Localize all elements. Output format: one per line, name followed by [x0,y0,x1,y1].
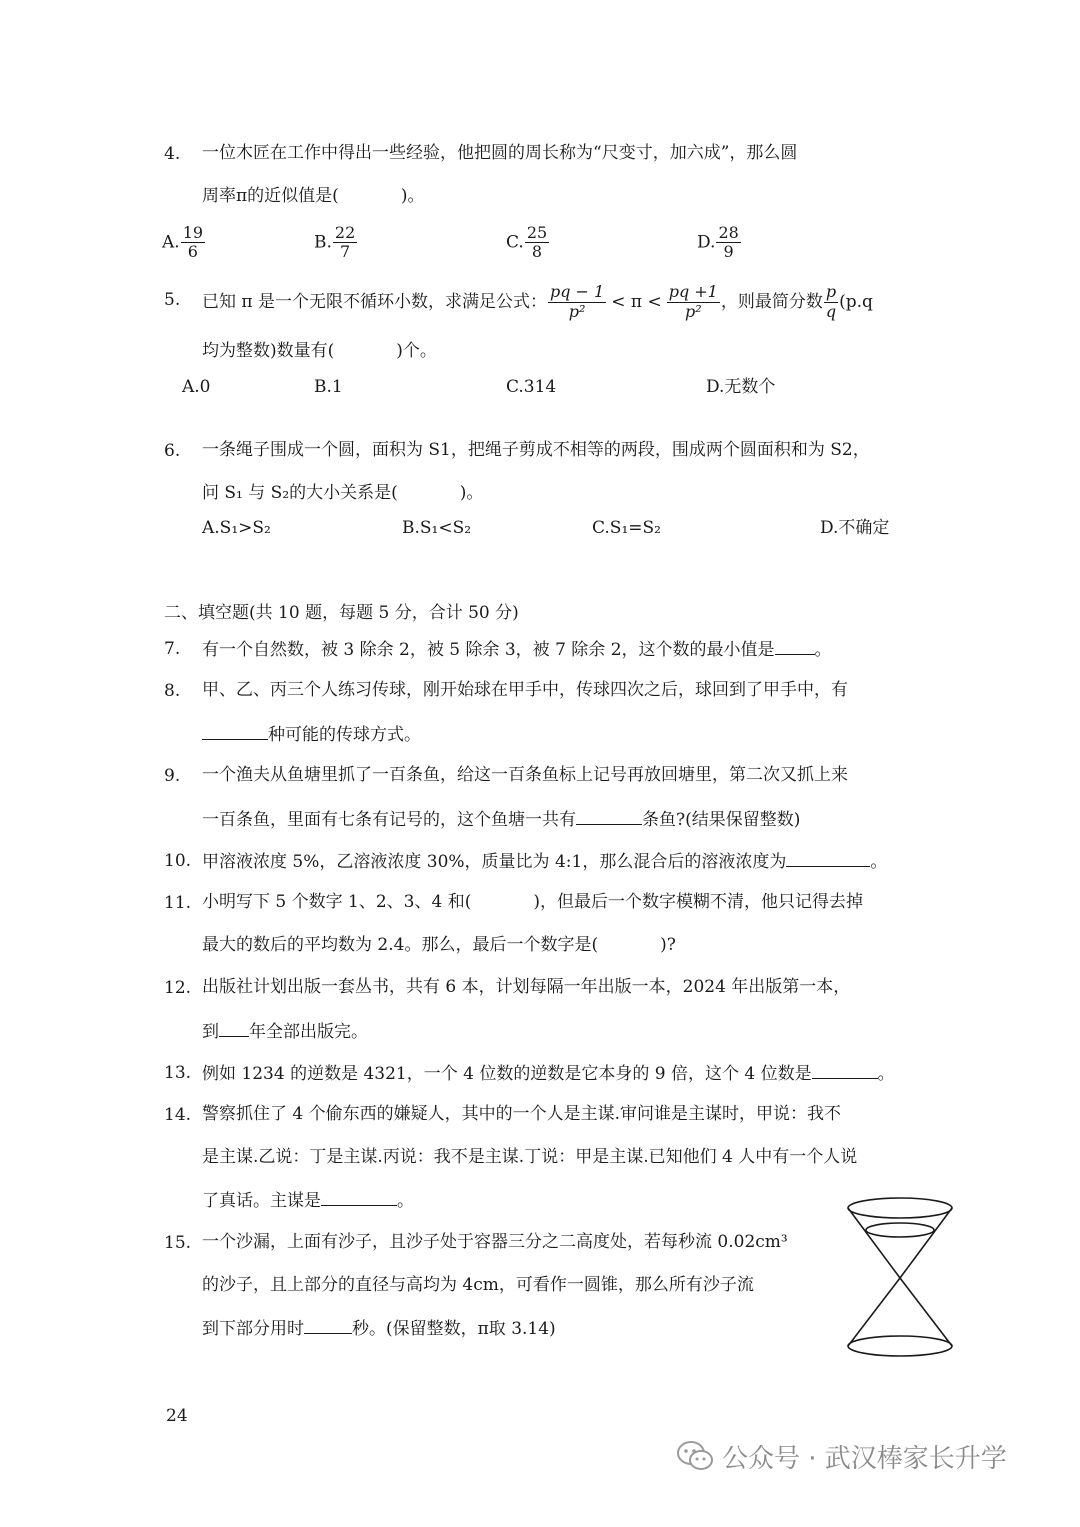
fraction-denominator: p² [568,301,586,321]
q5-line1-suffix: (p.q [839,291,873,312]
q15-line3-suffix: 秒。(保留整数，π取 3.14) [352,1319,556,1339]
q4-line2 [202,188,424,205]
q15-line3 [202,1319,556,1338]
q14-number: 14. [164,1105,192,1125]
q8-line1: 甲、乙、丙三个人练习传球，刚开始球在甲手中，传球四次之后，球回到了甲手中，有 [202,680,848,700]
q10-number: 10. [164,851,192,871]
q11-number: 11. [164,893,192,913]
q14-line3 [202,1191,414,1210]
q4-option-d[interactable] [697,224,742,262]
q11-line1 [202,894,863,911]
q13-text: 例如 1234 的逆数是 4321，一个 4 位数的逆数是它本身的 9 倍，这个 4 位数是 [202,1064,812,1084]
q7-text: 有一个自然数，被 3 除余 2，被 5 除余 3，被 7 除余 2，这个数的最小值是 [202,640,775,660]
q5-inequality: < π < [611,291,662,312]
watermark-text: 公众号 · 武汉棒家长升学 [722,1443,1007,1474]
q14-line1: 警察抓住了 4 个偷东西的嫌疑人，其中的一个人是主谋.审问谁是主谋时，甲说：我不 [202,1104,842,1124]
page-number: 24 [166,1406,188,1426]
option-fraction [181,224,205,262]
q10-text: 甲溶液浓度 5%，乙溶液浓度 30%，质量比为 4:1，那么混合后的溶液浓度为 [202,852,787,872]
fraction-denominator: 8 [531,242,543,262]
q6-option-d[interactable]: D.不确定 [820,518,890,538]
q5-number: 5. [164,290,181,310]
q4-option-a[interactable] [162,224,206,262]
q6-option-a[interactable]: A.S₁>S₂ [202,518,271,538]
q5-fraction-left [548,283,606,321]
q4-option-c[interactable] [506,224,550,262]
option-fraction [333,224,357,262]
q4-line2-prefix: 周率π的近似值是( [202,186,339,206]
q6-option-b[interactable]: B.S₁<S₂ [402,518,472,538]
q5-option-a[interactable]: A.0 [182,377,211,397]
q13-line [202,1064,895,1083]
q11-line2 [202,937,676,954]
q14-line2: 是主谋.乙说：丁是主谋.丙说：我不是主谋.丁说：甲是主谋.已知他们 4 人中有一个人说 [202,1147,858,1167]
fraction-numerator: 28 [718,223,739,242]
q11-line2-prefix: 最大的数后的平均数为 2.4。那么，最后一个数字是( [202,935,599,955]
q5-option-c[interactable]: C.314 [506,377,557,397]
q15-line1: 一个沙漏，上面有沙子，且沙子处于容器三分之二高度处，若每秒流 0.02cm³ [202,1232,788,1252]
fraction-numerator: 19 [182,223,204,242]
q4-line1: 一位木匠在工作中得出一些经验，他把圆的周长称为“尺变寸，加六成”，那么圆 [202,143,798,163]
q6-line2-suffix: )。 [459,483,484,503]
q12-number: 12. [164,978,192,998]
q15-number: 15. [164,1233,192,1253]
q5-line2-suffix: )个。 [396,341,437,361]
q5-fraction-right [667,283,720,321]
option-letter: A. [162,232,180,253]
q10-blank[interactable] [786,852,870,867]
fraction-numerator: p [825,282,837,302]
q9-line2 [202,810,800,829]
q6-line2-prefix: 问 S₁ 与 S₂的大小关系是( [202,483,398,503]
q12-blank[interactable] [219,1022,249,1037]
q12-line2 [202,1022,368,1041]
q7-end: 。 [814,640,832,660]
fraction-denominator: 6 [187,242,198,262]
option-letter: B. [314,232,332,253]
q4-option-b[interactable] [314,224,358,262]
q13-end: 。 [877,1064,895,1084]
q14-end: 。 [397,1191,414,1211]
q15-line3-prefix: 到下部分用时 [202,1319,304,1339]
q5-line2-prefix: 均为整数)数量有( [202,341,335,361]
q8-line2 [202,725,421,744]
q5-fraction-pq [824,283,838,321]
q7-line [202,640,832,659]
q12-line1: 出版社计划出版一套丛书，共有 6 本，计划每隔一年出版一本，2024 年出版第一本， [202,977,851,997]
fraction-denominator: q [825,301,837,321]
q11-line1-suffix: )，但最后一个数字模糊不清，他只记得去掉 [533,892,863,912]
wechat-watermark [676,1436,1007,1476]
fraction-numerator: 25 [526,223,548,242]
q6-number: 6. [164,441,181,461]
option-letter: C. [506,232,524,253]
q13-number: 13. [164,1063,192,1083]
q7-blank[interactable] [775,640,815,655]
q10-line [202,852,887,871]
q13-blank[interactable] [812,1064,878,1079]
fraction-numerator: pq − 1 [549,282,605,302]
q4-line2-suffix: )。 [400,186,425,206]
wechat-icon [676,1440,714,1472]
q8-blank[interactable] [202,725,268,740]
q9-number: 9. [164,766,181,786]
q5-option-b[interactable]: B.1 [314,377,343,397]
fraction-denominator: p² [684,301,702,321]
option-letter: D. [697,232,716,253]
q6-option-c[interactable]: C.S₁=S₂ [592,518,661,538]
q5-line2 [202,343,437,360]
hourglass-figure [840,1196,960,1364]
q8-number: 8. [164,681,181,701]
option-fraction [525,224,549,262]
q14-blank[interactable] [321,1191,397,1206]
q10-end: 。 [870,852,888,872]
q15-blank[interactable] [304,1319,352,1334]
fraction-denominator: 9 [723,242,734,262]
section-heading: 二、填空题(共 10 题，每题 5 分，合计 50 分) [164,603,519,623]
option-fraction [716,224,740,262]
q5-line1 [202,280,873,324]
q6-line2 [202,485,483,502]
q5-line1-prefix: 已知 π 是一个无限不循环小数，求满足公式： [202,291,547,312]
q5-line1-middle: ，则最简分数 [720,291,823,312]
q12-line2-prefix: 到 [202,1022,219,1042]
q5-option-d[interactable]: D.无数个 [706,377,776,397]
q9-line2-suffix: 条鱼?(结果保留整数) [642,810,801,830]
q11-line2-suffix: )? [660,935,676,955]
q9-line2-prefix: 一百条鱼，里面有七条有记号的，这个鱼塘一共有 [202,810,576,830]
q11-line1-prefix: 小明写下 5 个数字 1、2、3、4 和( [202,892,472,912]
q14-line3-prefix: 了真话。主谋是 [202,1191,321,1211]
q12-line2-suffix: 年全部出版完。 [249,1022,368,1042]
q15-line2: 的沙子，且上部分的直径与高均为 4cm，可看作一圆锥，那么所有沙子流 [202,1275,754,1295]
q9-blank[interactable] [576,810,642,825]
fraction-denominator: 7 [339,242,351,262]
q4-number: 4. [164,144,181,164]
q7-number: 7. [164,639,181,659]
q6-line1: 一条绳子围成一个圆，面积为 S1，把绳子剪成不相等的两段，围成两个圆面积和为 S2， [202,440,870,460]
q8-line2-text: 种可能的传球方式。 [268,725,421,745]
q9-line1: 一个渔夫从鱼塘里抓了一百条鱼，给这一百条鱼标上记号再放回塘里，第二次又抓上来 [202,765,848,785]
fraction-numerator: 22 [334,223,356,242]
fraction-numerator: pq +1 [668,282,718,302]
